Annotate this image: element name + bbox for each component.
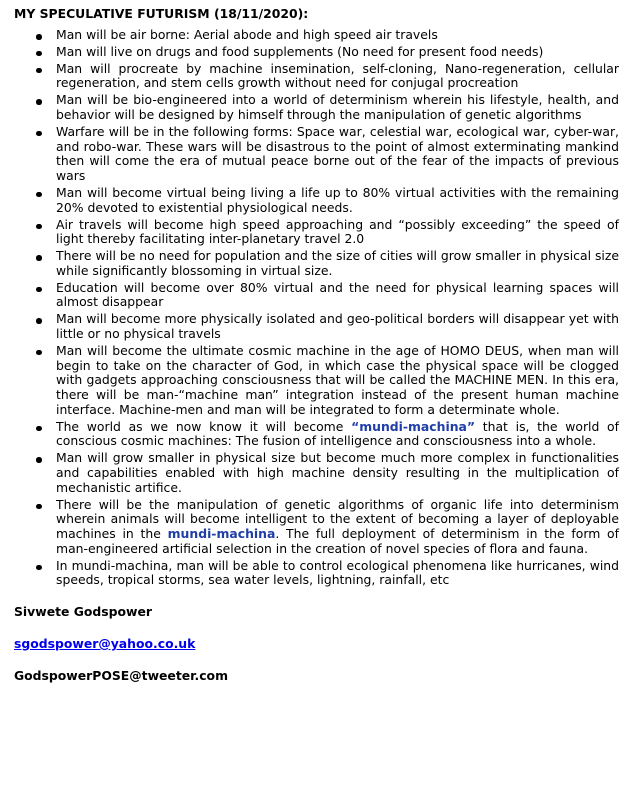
bullet-icon bbox=[36, 350, 42, 356]
list-item bbox=[14, 344, 619, 418]
list-item bbox=[14, 498, 619, 557]
list-item bbox=[14, 125, 619, 184]
list-item-text-before: The world as we now know it will become bbox=[56, 418, 352, 434]
bullet-icon bbox=[36, 287, 42, 293]
list-item-text: Man will grow smaller in physical size but become much more complex in functionalities and capabilities enabled with high machine density resulting in the multiplication of mechanistic artifice. bbox=[56, 450, 619, 495]
list-item bbox=[14, 420, 619, 449]
bullet-icon bbox=[36, 68, 42, 74]
bullet-icon bbox=[36, 131, 42, 137]
list-item-text: Man will become the ultimate cosmic machine in the age of HOMO DEUS, when man will begin to take on the character of God, in which case the physical space will be clogged with gadgets approaching consciousness that will be called the MACHINE MEN. In this era, there will be man-“machine man” integration instead of the present human machine interface. Machine-men and man will be integrated to form a determinate whole. bbox=[56, 342, 619, 417]
bullet-icon bbox=[36, 192, 42, 198]
bullet-icon bbox=[36, 51, 42, 57]
mundi-machina-highlight: “mundi-machina” bbox=[351, 418, 476, 434]
list-item bbox=[14, 559, 619, 588]
list-item-text: There will be no need for population and the size of cities will grow smaller in physical size while significantly blossoming in virtual size. bbox=[56, 248, 619, 278]
list-item-text-before: There will be the manipulation of genetic algorithms of organic life into determinism wherein animals will become intelligent to the extent of becoming a layer of deployable machines in the bbox=[56, 496, 619, 541]
bullet-icon bbox=[36, 34, 42, 40]
list-item-text: Man will procreate by machine insemination, self-cloning, Nano-regeneration, cellular regeneration, and stem cells growth without need for conjugal procreation bbox=[56, 60, 619, 91]
list-item bbox=[14, 93, 619, 122]
document-title: MY SPECULATIVE FUTURISM (18/11/2020): bbox=[14, 6, 309, 21]
bullet-icon bbox=[36, 224, 42, 230]
bullet-icon bbox=[36, 426, 42, 432]
list-item bbox=[14, 281, 619, 310]
bullet-icon bbox=[36, 565, 42, 571]
list-item-text: Air travels will become high speed approaching and “possibly exceeding” the speed of light thereby facilitating inter-planetary travel 2.0 bbox=[56, 216, 619, 247]
list-item bbox=[14, 45, 619, 60]
bullet-list bbox=[14, 28, 619, 588]
author-name: Sivwete Godspower bbox=[14, 603, 153, 619]
list-item-text: Warfare will be in the following forms: Space war, celestial war, ecological war, cyber-war, and robo-war. These wars will be disastrous to the point of almost exterminating mankind then will come the era of mutual peace borne out of the fear of the impacts of previous wars bbox=[56, 123, 619, 184]
list-item bbox=[14, 312, 619, 341]
bullet-icon bbox=[36, 457, 42, 463]
bullet-icon bbox=[36, 318, 42, 324]
list-item-text-after: that is, the world of conscious cosmic machines: The fusion of intelligence and consciousness into a whole. bbox=[56, 418, 620, 449]
bullet-icon bbox=[36, 255, 42, 261]
list-item-text: Education will become over 80% virtual and the need for physical learning spaces will almost disappear bbox=[56, 279, 619, 310]
list-item bbox=[14, 451, 619, 495]
bullet-icon bbox=[36, 99, 42, 105]
list-item-text: In mundi-machina, man will be able to control ecological phenomena like hurricanes, wind speeds, tropical storms, sea water levels, lightning, rainfall, etc bbox=[56, 557, 619, 588]
list-item bbox=[14, 249, 619, 278]
social-handle: GodspowerPOSE@tweeter.com bbox=[14, 667, 228, 683]
email-link[interactable]: sgodspower@yahoo.co.uk bbox=[14, 635, 196, 651]
mundi-machina-highlight: mundi-machina bbox=[167, 525, 276, 541]
list-item-text: Man will live on drugs and food supplements (No need for present food needs) bbox=[56, 43, 544, 59]
list-item bbox=[14, 218, 619, 247]
list-item-text: Man will be bio-engineered into a world of determinism wherein his lifestyle, health, and behavior will be designed by himself through the manipulation of genetic algorithms bbox=[56, 92, 619, 123]
list-item bbox=[14, 28, 619, 43]
bullet-icon bbox=[36, 504, 42, 510]
list-item-text-after: . The full deployment of determinism in the form of man-engineered artificial selection in the creation of novel species of flora and fauna. bbox=[56, 525, 619, 556]
list-item bbox=[14, 62, 619, 91]
list-item-text: Man will become more physically isolated and geo-political borders will disappear yet with little or no physical travels bbox=[56, 311, 619, 342]
list-item-text: Man will become virtual being living a life up to 80% virtual activities with the remaining 20% devoted to existential physiological needs. bbox=[56, 184, 619, 215]
list-item-text: Man will be air borne: Aerial abode and high speed air travels bbox=[56, 27, 438, 42]
list-item bbox=[14, 186, 619, 215]
